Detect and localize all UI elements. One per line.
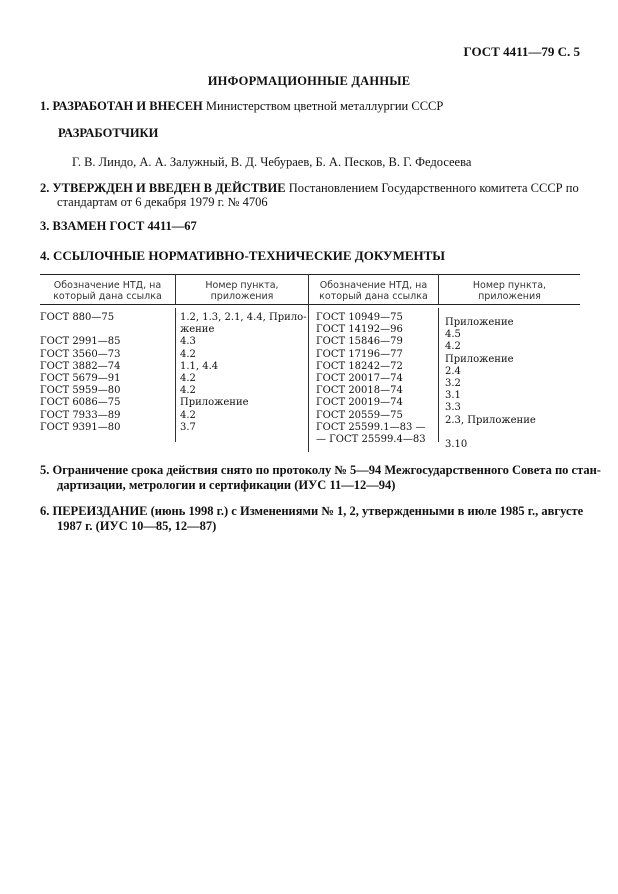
section-6-text-line2: 1987 г. (ИУС 10—85, 12—87) — [57, 519, 217, 533]
table-cell: — ГОСТ 25599.4—83 — [316, 434, 426, 446]
table-cell: ГОСТ 10949—75 — [316, 312, 403, 323]
table-cell: ГОСТ 20018—74 — [316, 385, 403, 397]
table-cell: Приложение — [445, 353, 514, 365]
section-1-lead: 1. РАЗРАБОТАН И ВНЕСЕН — [40, 99, 203, 113]
table-cell: ГОСТ 20019—74 — [316, 397, 403, 409]
table-cell: ГОСТ 17196—77 — [316, 348, 403, 360]
table-body-divider-right — [438, 308, 439, 442]
table-cell: 4.2 — [180, 409, 196, 421]
developers-heading: РАЗРАБОТЧИКИ — [58, 126, 159, 140]
table-header-item-number-right: Номер пункта, приложения — [472, 280, 547, 302]
table-cell: ГОСТ 9391—80 — [40, 421, 121, 433]
table-cell: Приложение — [445, 317, 514, 328]
table-cell: 1.2, 1.3, 2.1, 4.4, Прило- — [180, 312, 307, 323]
table-cell: 3.10 — [445, 439, 468, 451]
table-cell: ГОСТ 20559—75 — [316, 409, 403, 421]
section-2 — [40, 181, 579, 209]
table-cell: 1.1, 4.4 — [180, 360, 219, 372]
table-cell: ГОСТ 14192—96 — [316, 324, 403, 336]
table-cell: 3.2 — [445, 378, 461, 390]
section-2-text-line1: Постановлением Государственного комитета СССР по — [288, 181, 579, 195]
section-1-text: Министерством цветной металлургии СССР — [205, 99, 444, 113]
table-cell: ГОСТ 880—75 — [40, 312, 115, 323]
section-6-lead: 6. ПЕРЕИЗДАНИЕ — [40, 504, 148, 518]
table-cell: ГОСТ 15846—79 — [316, 336, 403, 348]
table-body-divider-left — [175, 308, 176, 442]
table-cell: ГОСТ 2991—85 — [40, 336, 121, 348]
table-cell: 2.3, Приложение — [445, 414, 536, 426]
table-top-rule — [40, 274, 580, 275]
left-item-column — [180, 312, 307, 434]
table-cell: 2.4 — [445, 365, 461, 377]
table-header-doc-designation-right: Обозначение НТД, на который дана ссылка — [319, 280, 428, 302]
table-cell: Приложение — [180, 397, 249, 409]
table-cell: 3.3 — [445, 402, 461, 414]
table-cell: ГОСТ 18242—72 — [316, 360, 403, 372]
section-3: 3. ВЗАМЕН ГОСТ 4411—67 — [40, 219, 197, 233]
table-cell: 4.2 — [180, 348, 196, 360]
table-cell: 4.3 — [180, 336, 196, 348]
section-5-line1: 5. Ограничение срока действия снято по протоколу № 5—94 Межгосударственного Совета по стан- — [40, 463, 601, 477]
table-cell: ГОСТ 3560—73 — [40, 348, 121, 360]
table-header-item-number-left: Номер пункта, приложения — [205, 280, 279, 302]
table-cell: 3.1 — [445, 390, 461, 402]
table-cell: ГОСТ 5959—80 — [40, 385, 121, 397]
table-cell: 4.2 — [445, 341, 461, 353]
section-5 — [40, 463, 601, 493]
section-6 — [40, 504, 583, 534]
table-cell: 4.2 — [180, 373, 196, 385]
right-item-column — [445, 317, 536, 451]
table-cell: ГОСТ 6086—75 — [40, 397, 121, 409]
right-doc-column — [316, 312, 426, 446]
document-title: ИНФОРМАЦИОННЫЕ ДАННЫЕ — [207, 74, 411, 88]
table-cell: ГОСТ 3882—74 — [40, 360, 121, 372]
table-header-rule — [40, 304, 580, 305]
left-doc-column — [40, 312, 121, 434]
section-6-text-line1: (июнь 1998 г.) с Изменениями № 1, 2, утвержденными в июле 1985 г., августе — [150, 504, 584, 518]
table-cell: ГОСТ 20017—74 — [316, 373, 403, 385]
table-cell: ГОСТ 7933—89 — [40, 409, 121, 421]
section-4-heading: 4. ССЫЛОЧНЫЕ НОРМАТИВНО-ТЕХНИЧЕСКИЕ ДОКУМЕНТЫ — [40, 248, 446, 263]
table-cell: ГОСТ 5679—91 — [40, 373, 121, 384]
section-2-text-line2: стандартам от 6 декабря 1979 г. № 4706 — [57, 195, 268, 209]
table-header-doc-designation-left: Обозначение НТД, на который дана ссылка — [53, 280, 162, 302]
page-header-reference: ГОСТ 4411—79 С. 5 — [463, 44, 580, 59]
table-cell: 4.2 — [180, 385, 196, 397]
section-1 — [40, 99, 443, 114]
reference-documents-table — [40, 274, 580, 452]
table-cell: 4.5 — [445, 329, 461, 341]
table-cell: ГОСТ 25599.1—83 — — [316, 421, 426, 433]
section-5-line2: дартизации, метрологии и сертификации (ИУС 11—12—94) — [57, 478, 396, 492]
table-cell: жение — [180, 324, 215, 336]
section-2-lead: 2. УТВЕРЖДЕН И ВВЕДЕН В ДЕЙСТВИЕ — [40, 181, 286, 195]
developers-names: Г. В. Линдо, А. А. Залужный, В. Д. Чебураев, Б. А. Песков, В. Г. Федосеева — [72, 155, 472, 169]
table-cell: 3.7 — [180, 421, 196, 433]
